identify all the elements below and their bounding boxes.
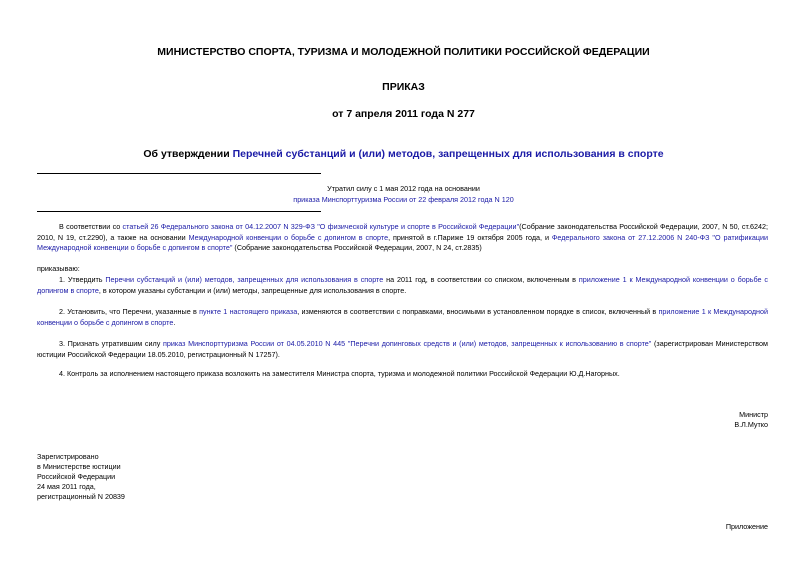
item-3-text-2: (зарегистрирован Министерством юстиции Российской Федерации 18.05.2010, регистрационный N 17257). <box>37 339 768 359</box>
preamble-link-convention[interactable]: Международной конвенции о борьбе с допингом в спорте <box>188 232 389 242</box>
subject-link[interactable]: Перечней субстанций и (или) методов, запрещенных для использования в спорте <box>232 148 664 160</box>
divider-bottom <box>37 211 321 212</box>
appendix-label: Приложение <box>725 522 768 531</box>
item-1-link-appendix[interactable]: приложение 1 к Международной конвенции о борьбе с допингом в спорте <box>37 275 768 295</box>
registration-line: регистрационный N 20839 <box>37 492 125 501</box>
preamble-text-4: (Собрание законодательства Российской Федерации, 2007, N 24, ст.2835) <box>232 243 482 252</box>
item-3-link-order-445[interactable]: приказ Минспорттуризма России от 04.05.2010 N 445 "Перечни допинговых средств и (или) методов, запрещенных к использованию в спорте" <box>162 339 652 348</box>
item-3-paragraph <box>37 339 768 360</box>
item-2-text-3: . <box>173 317 176 327</box>
item-2-link-point-1[interactable]: пункте 1 настоящего приказа <box>199 307 298 316</box>
item-1-text-2: на 2011 год, в соответствии со списком, включенным в <box>383 275 579 284</box>
registration-line: Зарегистрировано <box>37 452 99 461</box>
signature-title: Министр <box>739 410 768 419</box>
signature-name: В.Л.Мутко <box>734 420 768 429</box>
document-date-number: от 7 апреля 2011 года N 277 <box>332 108 475 120</box>
divider-top <box>37 173 321 174</box>
preamble-link-law-240[interactable]: Федерального закона от 27.12.2006 N 240-ФЗ "О ратификации Международной конвенции о борьбе с допингом в спорте" <box>37 232 768 252</box>
repeal-notice: Утратил силу с 1 мая 2012 года на основании <box>327 184 480 193</box>
item-2-text-1: 2. Установить, что Перечни, указанные в <box>59 307 200 316</box>
item-1-text-3: , в котором указаны субстанции и (или) методы, запрещенные для использования в спорте. <box>98 285 407 295</box>
preamble-paragraph <box>37 222 768 254</box>
preamble-text-3: , принятой в г.Париже 19 октября 2005 года, и <box>388 232 552 242</box>
item-1-paragraph <box>37 275 768 296</box>
item-2-paragraph <box>37 307 768 328</box>
preamble-link-law-329[interactable]: статьей 26 Федерального закона от 04.12.2007 N 329-ФЗ "О физической культуре и спорте в Российской Федерации" <box>122 222 520 231</box>
ministry-heading: МИНИСТЕРСТВО СПОРТА, ТУРИЗМА И МОЛОДЕЖНОЙ ПОЛИТИКИ РОССИЙСКОЙ ФЕДЕРАЦИИ <box>157 46 650 58</box>
registration-line: 24 мая 2011 года, <box>37 482 96 491</box>
document-subject <box>0 148 807 160</box>
item-1-text-1: 1. Утвердить <box>59 275 106 284</box>
preamble-text-1: В соответствии со <box>59 222 123 231</box>
item-2-text-2: , изменяются в соответствии с поправками, вносимыми в установленном порядке в список, включенный в <box>297 307 659 316</box>
document-type: ПРИКАЗ <box>382 81 425 93</box>
preamble-text-2: (Собрание законодательства Российской Федерации, 2007, N 50, ст.6242; 2010, N 19, ст.2290), а также на основании <box>37 222 769 242</box>
item-4-paragraph: 4. Контроль за исполнением настоящего приказа возложить на заместителя Министра спорта, туризма и молодежной политики Российской Федерации Ю.Д.Нагорных. <box>59 369 620 378</box>
decree-word: приказываю: <box>37 264 80 273</box>
item-3-text-1: 3. Признать утратившим силу <box>59 339 163 348</box>
registration-line: в Министерстве юстиции <box>37 462 121 471</box>
item-1-link-lists[interactable]: Перечни субстанций и (или) методов, запрещенных для использования в спорте <box>105 275 384 284</box>
item-2-link-appendix[interactable]: приложение 1 к Международной конвенции о борьбе с допингом в спорте <box>37 307 768 327</box>
subject-prefix: Об утверждении <box>143 148 233 160</box>
repeal-link[interactable]: приказа Минспорттуризма России от 22 февраля 2012 года N 120 <box>293 195 514 204</box>
registration-line: Российской Федерации <box>37 472 116 481</box>
